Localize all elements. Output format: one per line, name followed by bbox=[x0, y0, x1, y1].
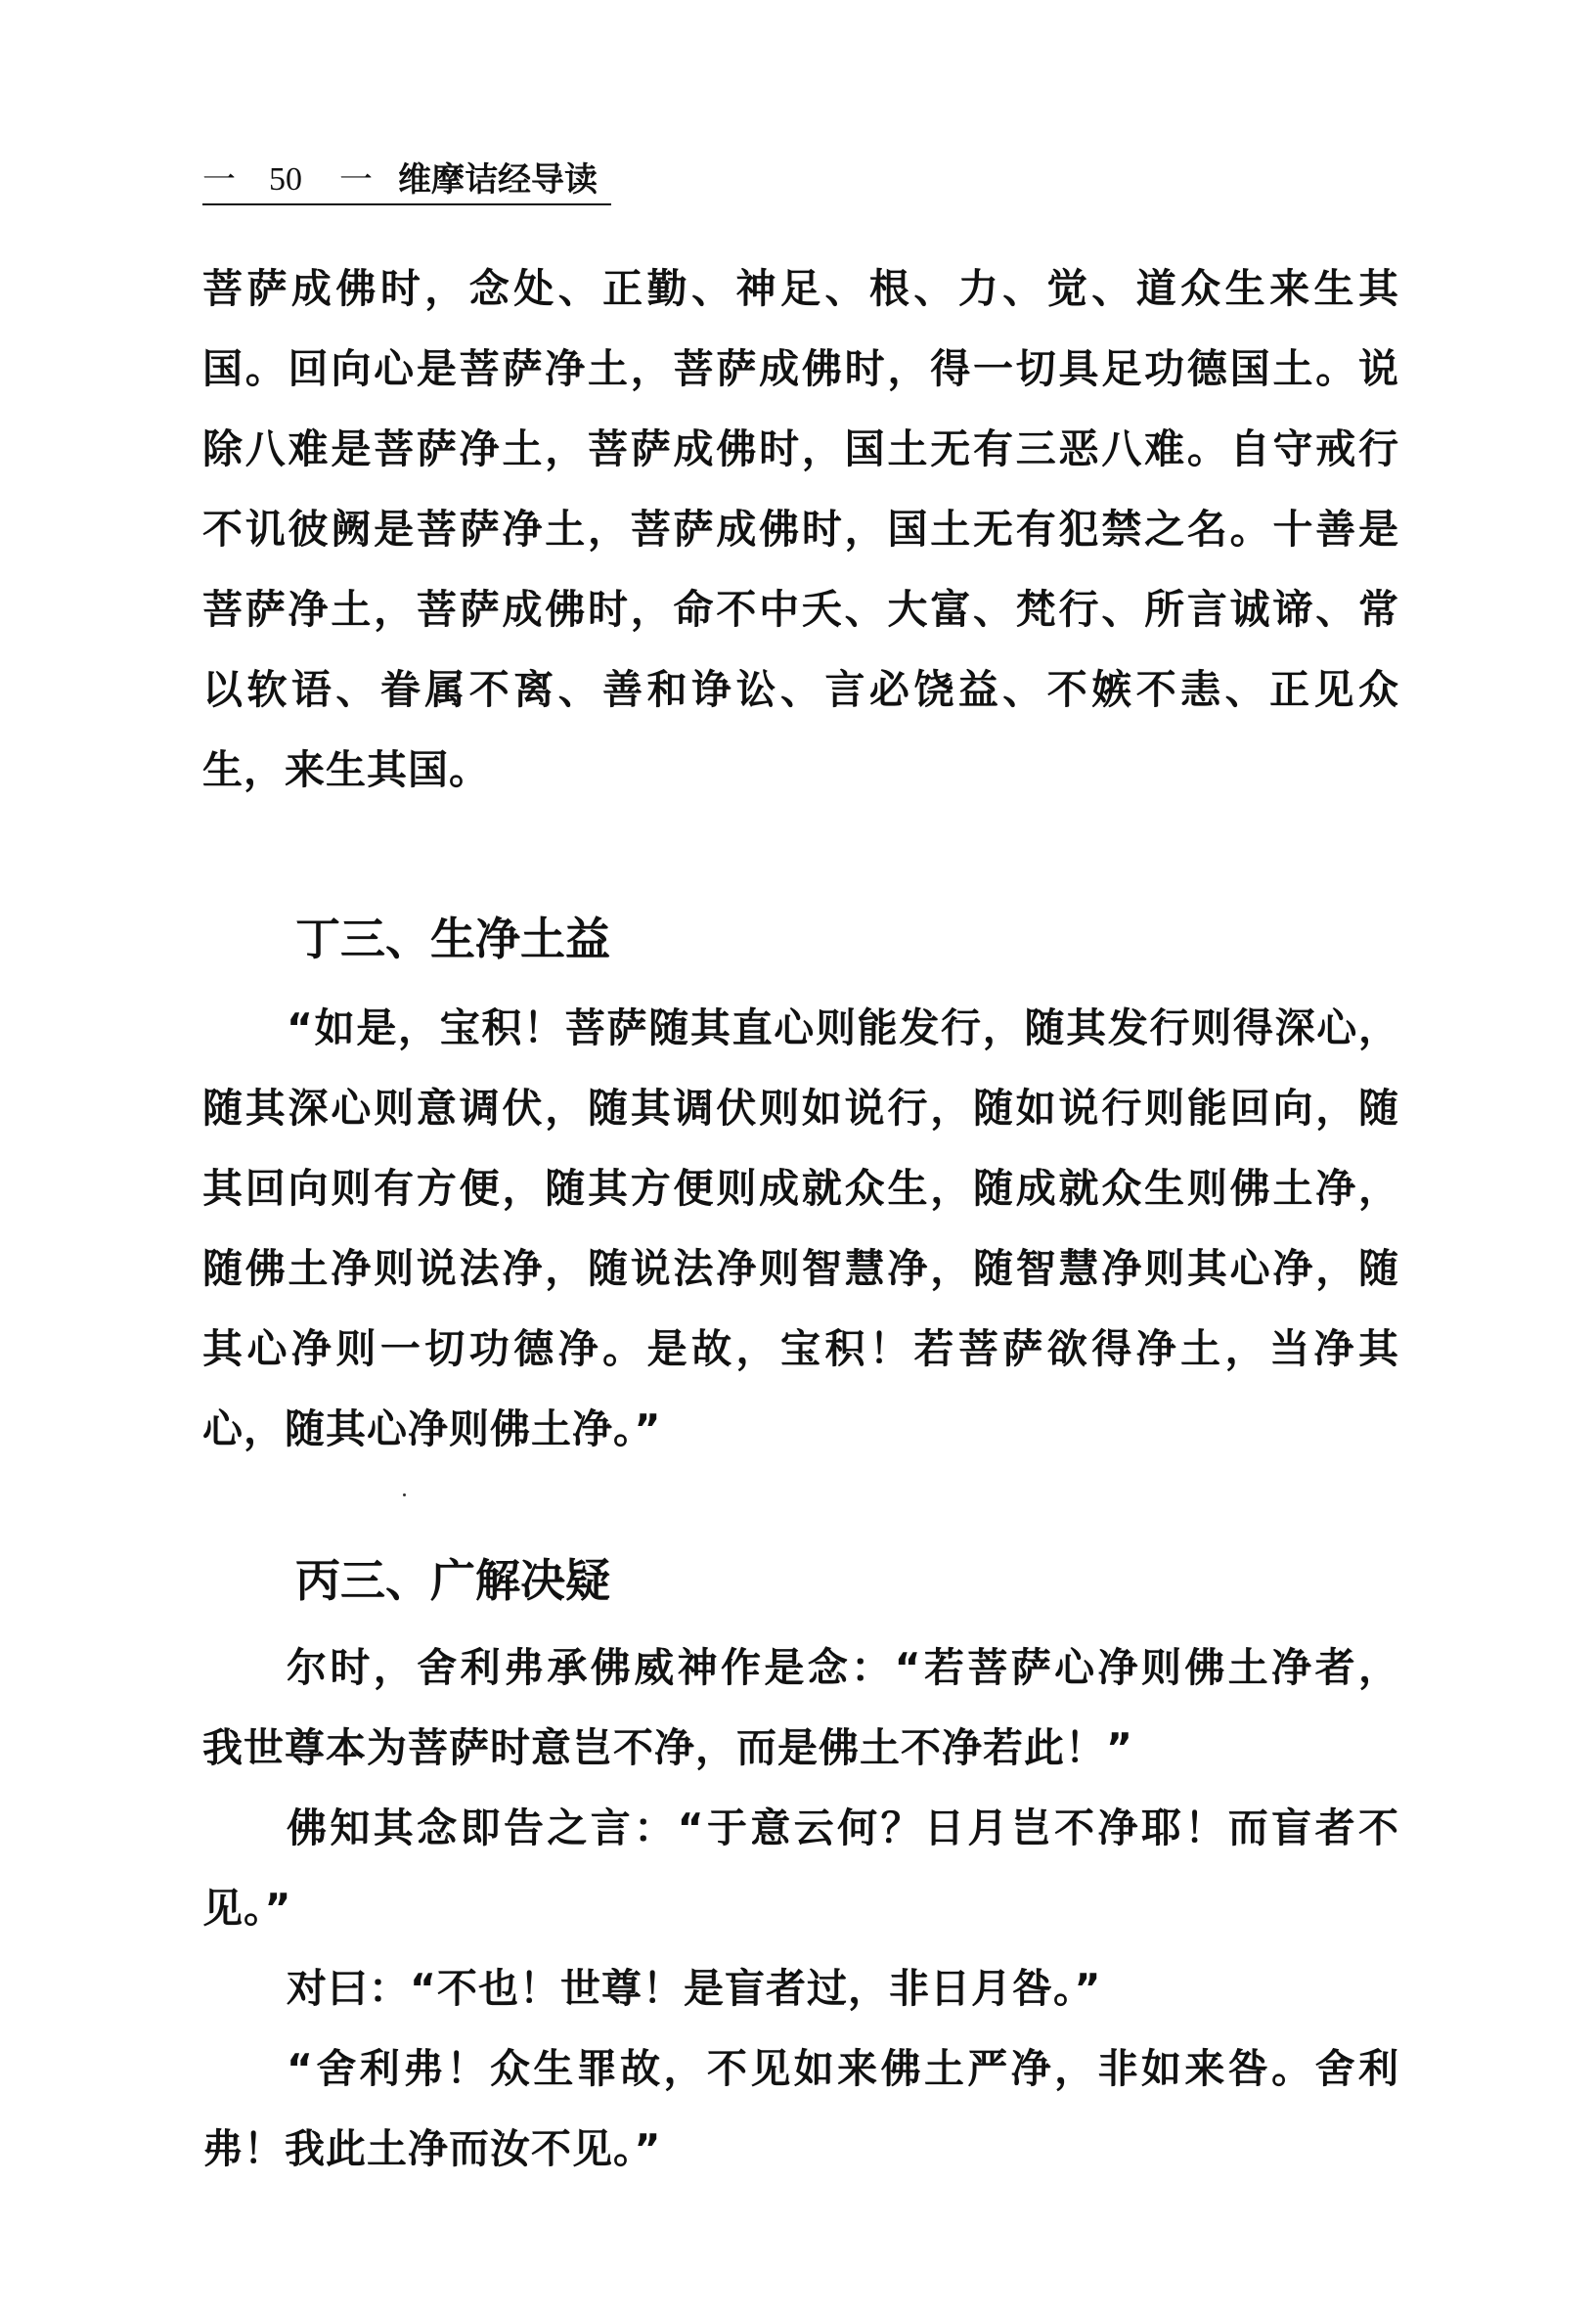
paragraph-5 bbox=[202, 1948, 1399, 2028]
text-line: 随佛土净则说法净，随说法净则智慧净，随智慧净则其心净，随 bbox=[202, 1245, 1399, 1292]
text-line: 生，来生其国。 bbox=[202, 746, 490, 793]
text-line: 见。” bbox=[202, 1885, 292, 1932]
text-line: 以软语、眷属不离、善和诤讼、言必饶益、不嫉不恚、正见众 bbox=[202, 666, 1399, 713]
text-line: 心，随其心净则佛土净。” bbox=[202, 1405, 662, 1452]
section-heading-2: 丙三、广解决疑 bbox=[295, 1554, 610, 1607]
section-heading-1: 丁三、生净土益 bbox=[295, 913, 610, 965]
header-dash-left: 一 bbox=[202, 160, 236, 200]
book-title: 维摩诘经导读 bbox=[398, 160, 598, 200]
scan-speck bbox=[403, 1493, 406, 1496]
text-line: 菩萨成佛时，念处、正勤、神足、根、力、觉、道众生来生其 bbox=[202, 265, 1399, 312]
text-line: 菩萨净土，菩萨成佛时，命不中夭、大富、梵行、所言诚谛、常 bbox=[202, 586, 1399, 633]
text-line: “如是，宝积！菩萨随其直心则能发行，随其发行则得深心， bbox=[287, 1004, 1399, 1051]
paragraph-1 bbox=[202, 248, 1399, 810]
paragraph-3 bbox=[202, 1627, 1399, 1788]
text-line: 其心净则一切功德净。是故，宝积！若菩萨欲得净土，当净其 bbox=[202, 1325, 1399, 1372]
paragraph-4 bbox=[202, 1788, 1399, 1948]
paragraph-2 bbox=[202, 988, 1399, 1469]
text-line: 尔时，舍利弗承佛威神作是念：“若菩萨心净则佛土净者， bbox=[287, 1644, 1399, 1691]
text-line: “舍利弗！众生罪故，不见如来佛土严净，非如来咎。舍利 bbox=[287, 2045, 1399, 2092]
text-line: 除八难是菩萨净土，菩萨成佛时，国土无有三恶八难。自守戒行 bbox=[202, 425, 1399, 472]
text-line: 弗！我此土净而汝不见。” bbox=[202, 2125, 662, 2172]
text-line: 对曰：“不也！世尊！是盲者过，非日月咎。” bbox=[287, 1965, 1102, 2012]
text-line: 佛知其念即告之言：“于意云何？日月岂不净耶！而盲者不 bbox=[287, 1804, 1399, 1851]
text-line: 随其深心则意调伏，随其调伏则如说行，随如说行则能回向，随 bbox=[202, 1085, 1399, 1132]
text-line: 不讥彼阙是菩萨净土，菩萨成佛时，国土无有犯禁之名。十善是 bbox=[202, 506, 1399, 553]
text-line: 其回向则有方便，随其方便则成就众生，随成就众生则佛土净， bbox=[202, 1165, 1399, 1212]
text-line: 国。回向心是菩萨净土，菩萨成佛时，得一切具足功德国土。说 bbox=[202, 345, 1399, 392]
text-line: 我世尊本为菩萨时意岂不净，而是佛土不净若此！” bbox=[202, 1724, 1133, 1771]
header-dash-right: 一 bbox=[339, 160, 373, 200]
page-number: 50 bbox=[269, 161, 302, 198]
page-header bbox=[202, 156, 611, 205]
paragraph-6 bbox=[202, 2028, 1399, 2189]
